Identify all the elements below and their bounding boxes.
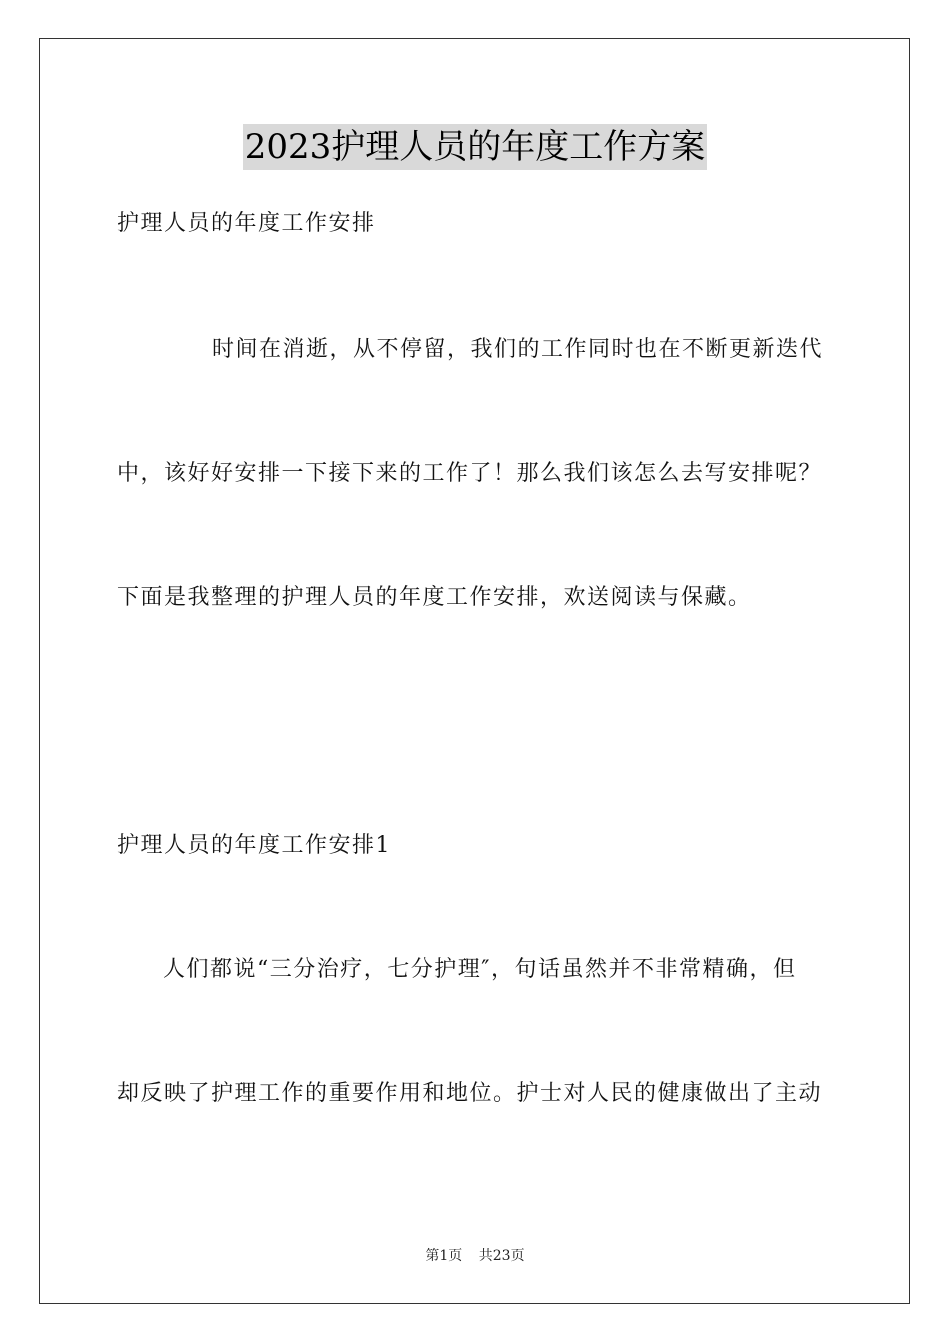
paragraph-line: 下面是我整理的护理人员的年度工作安排，欢送阅读与保藏。 [117,585,752,610]
paragraph-line: 却反映了护理工作的重要作用和地位。护士对人民的健康做出了主动 [117,1081,823,1106]
section-heading: 护理人员的年度工作安排1 [117,833,391,858]
paragraph-line: 时间在消逝，从不停留，我们的工作同时也在不断更新迭代 [212,337,824,362]
page-number: 第1页 [425,1248,463,1264]
page-footer [0,1246,950,1266]
paragraph-line: 中，该好好安排一下接下来的工作了！那么我们该怎么去写安排呢？ [117,461,823,486]
section-heading: 护理人员的年度工作安排 [117,211,376,236]
document-title: 2023护理人员的年度工作方案 [243,124,708,170]
page-total: 共23页 [478,1248,525,1264]
paragraph-line: 人们都说“三分治疗，七分护理″，句话虽然并不非常精确，但 [163,957,797,982]
title-container [0,124,950,170]
